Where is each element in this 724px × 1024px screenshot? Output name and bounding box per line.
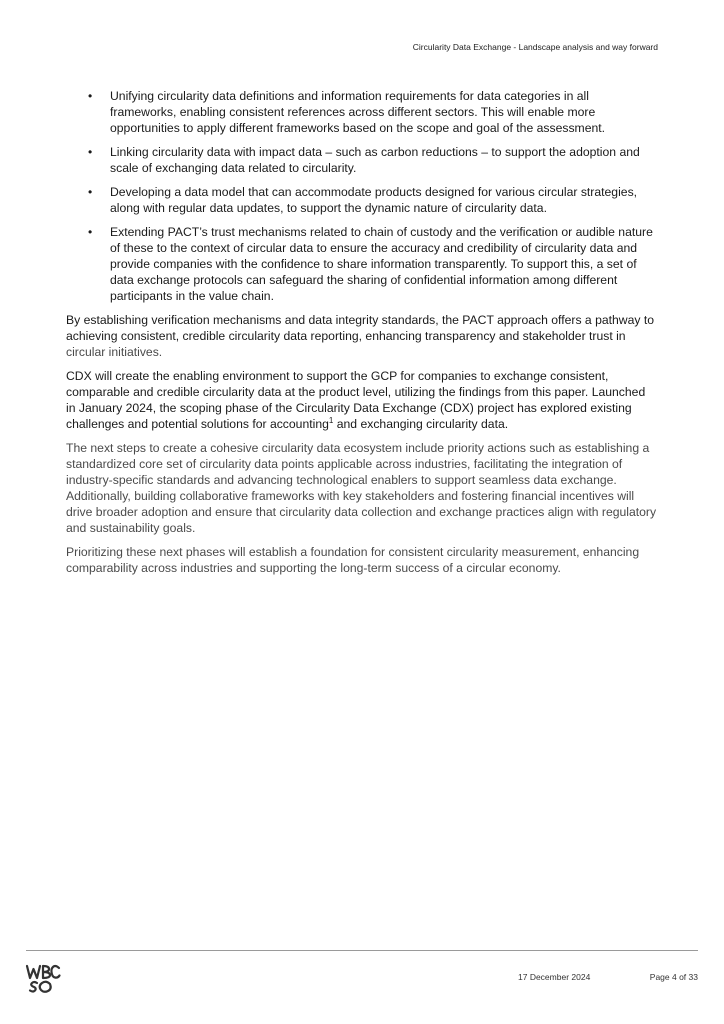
running-header: Circularity Data Exchange - Landscape analysis and way forward	[412, 42, 658, 52]
bullet-list	[66, 88, 658, 304]
bullet-text: Linking circularity data with impact data – such as carbon reductions – to support the adoption and scale of exchanging data related to circularity.	[110, 145, 640, 175]
bullet-item	[66, 184, 658, 216]
bullet-icon: •	[88, 185, 93, 199]
bullet-icon: •	[88, 89, 93, 103]
page-content	[66, 88, 658, 584]
bullet-item	[66, 224, 658, 304]
page-number: Page 4 of 33	[649, 972, 698, 982]
paragraph-text-tail: and exchanging circularity data.	[333, 417, 509, 431]
paragraph-prioritizing: Prioritizing these next phases will establish a foundation for consistent circularity measurement, enhancing comparability across industries and supporting the long-term success of a circular economy.	[66, 545, 640, 575]
paragraph-text: CDX will create the enabling environment to support the GCP for companies to exchange consistent, comparable and credible circularity data at the product level, utilizing the findings from this paper. Launched in January 2024, the scoping phase of the Circularity Data Exchange (CDX) project has explored existing challenges and potential solutions for accounting	[66, 369, 646, 431]
bullet-icon: •	[88, 225, 93, 239]
bullet-text: Developing a data model that can accommodate products designed for various circular strategies, along with regular data updates, to support the dynamic nature of circularity data.	[110, 185, 638, 215]
bullet-text: Extending PACT’s trust mechanisms related to chain of custody and the verification or audible nature of these to the context of circular data to ensure the accuracy and credibility of circularity data and provide companies with the confidence to share information transparently. To support this, a set of data exchange protocols can safeguard the sharing of confidential information among different participants in the value chain.	[110, 225, 653, 303]
paragraph-verification	[66, 312, 658, 360]
footer-divider	[26, 950, 698, 951]
bullet-icon: •	[88, 145, 93, 159]
bullet-item	[66, 88, 658, 136]
footer-date: 17 December 2024	[518, 972, 591, 982]
bullet-item	[66, 144, 658, 176]
paragraph-text-tail: circular initiatives.	[66, 345, 163, 359]
paragraph-next-steps: The next steps to create a cohesive circularity data ecosystem include priority actions such as establishing a standardized core set of circularity data points applicable across industries, facilitating the integration of industry-specific standards and advancing technological enablers to support seamless data exchange. Additionally, building collaborative frameworks with key stakeholders and fostering financial incentives will drive broader adoption and ensure that circularity data collection and exchange practices align with regulatory and sustainability goals.	[66, 441, 657, 535]
bullet-text: Unifying circularity data definitions and information requirements for data categories in all frameworks, enabling consistent references across different sectors. This will enable more opportunities to apply different frameworks based on the scope and goal of the assessment.	[110, 89, 606, 135]
paragraph-cdx	[66, 368, 658, 432]
paragraph-text: By establishing verification mechanisms and data integrity standards, the PACT approach offers a pathway to achieving consistent, credible circularity data reporting, enhancing transparency and stakeholder trust in	[66, 313, 655, 343]
wbcsd-logo-icon	[24, 958, 62, 996]
footnote-ref[interactable]: 1	[328, 415, 334, 425]
